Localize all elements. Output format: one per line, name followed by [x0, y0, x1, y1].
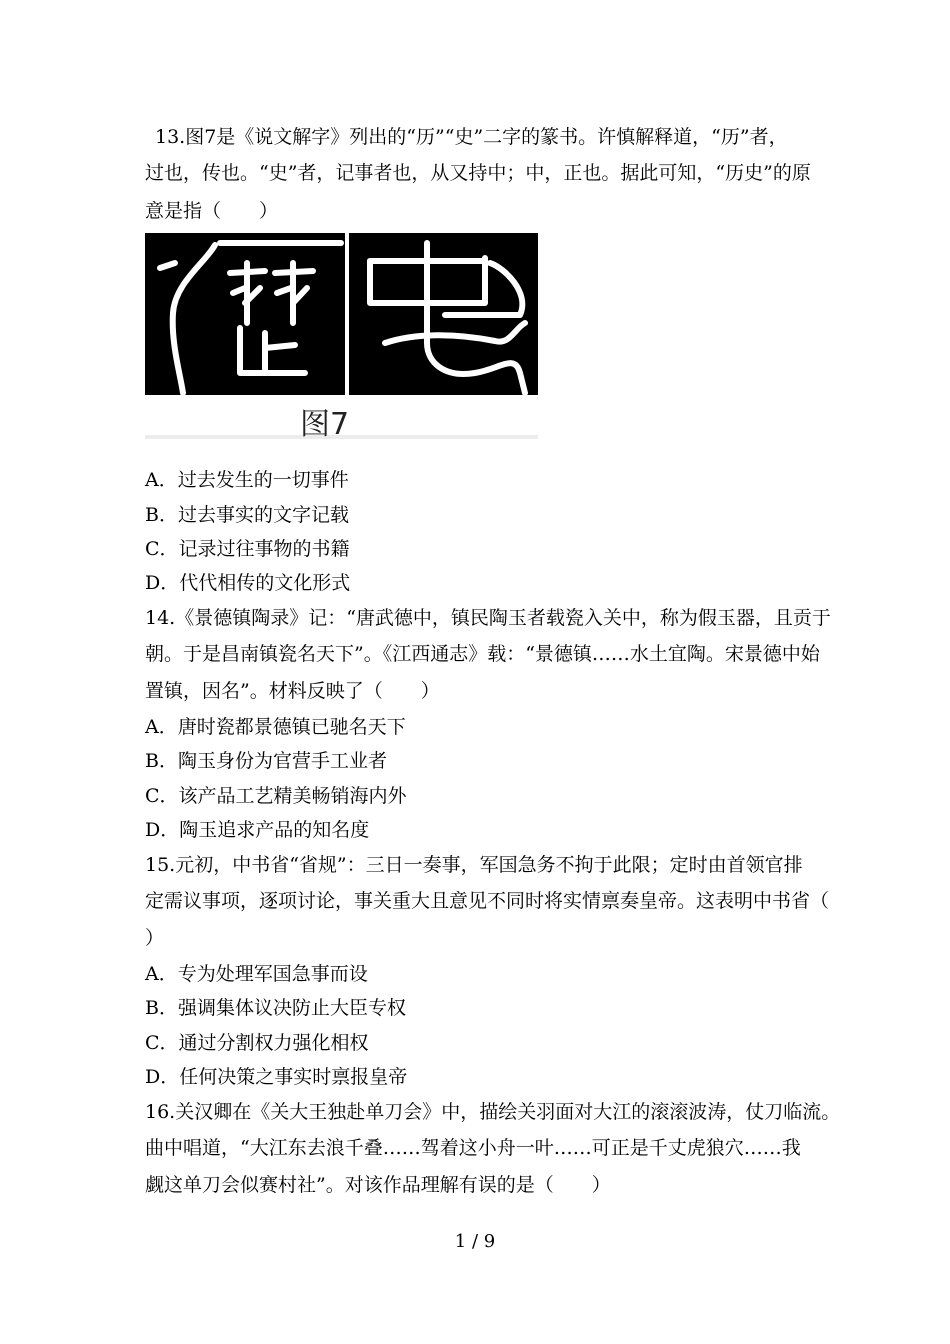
q16-line-2: 曲中唱道，“大江东去浪千叠……驾着这小舟一叶……可正是千丈虎狼穴……我	[145, 1137, 801, 1159]
q16-line-1: 16.关汉卿在《关大王独赴单刀会》中，描绘关羽面对大江的滚滚波涛，仗刀临流。	[145, 1101, 841, 1123]
figure-caption: 图7	[300, 407, 350, 442]
q15-option-b: B．强调集体议决防止大臣专权	[145, 997, 406, 1019]
q14-option-c: C．该产品工艺精美畅销海内外	[145, 785, 407, 807]
q15-line-1: 15.元初，中书省“省规”：三日一奏事，军国急务不拘于此限；定时由首领官排	[145, 854, 803, 876]
q14-line-3: 置镇，因名”。材料反映了（ ）	[145, 680, 440, 702]
q13-option-d: D．代代相传的文化形式	[145, 572, 351, 594]
seal-script-figure	[145, 233, 538, 443]
q16-line-3: 觑这单刀会似赛村社”。对该作品理解有误的是（ ）	[145, 1174, 611, 1196]
seal-script-image	[145, 233, 538, 443]
q15-option-d: D．任何决策之事实时禀报皇帝	[145, 1066, 408, 1088]
q14-line-1: 14.《景德镇陶录》记：“唐武德中，镇民陶玉者载瓷入关中，称为假玉器，且贡于	[145, 607, 831, 629]
q14-option-a: A．唐时瓷都景德镇已驰名天下	[145, 716, 406, 738]
q14-line-2: 朝。于是昌南镇瓷名天下”。《江西通志》载：“景德镇……水土宜陶。宋景德中始	[145, 643, 820, 665]
q13-option-c: C．记录过往事物的书籍	[145, 538, 350, 560]
q13-line-3: 意是指（ ）	[145, 200, 279, 222]
q15-option-a: A．专为处理军国急事而设	[145, 963, 368, 985]
q13-line-1: 13.图7是《说文解字》列出的“历”“史”二字的篆书。许慎解释道，“历”者，	[155, 126, 788, 148]
q15-line-2: 定需议事项，逐项讨论，事关重大且意见不同时将实情禀奏皇帝。这表明中书省（	[145, 890, 830, 912]
q13-line-2: 过也，传也。“史”者，记事者也，从又持中；中，正也。据此可知，“历史”的原	[145, 162, 811, 184]
page-number: 1 / 9	[454, 1231, 496, 1252]
q13-option-b: B．过去事实的文字记载	[145, 504, 349, 526]
q13-option-a: A．过去发生的一切事件	[145, 469, 349, 491]
q14-option-b: B．陶玉身份为官营手工业者	[145, 750, 387, 772]
q15-line-3: ）	[145, 927, 165, 949]
q15-option-c: C．通过分割权力强化相权	[145, 1032, 369, 1054]
q14-option-d: D．陶玉追求产品的知名度	[145, 819, 370, 841]
